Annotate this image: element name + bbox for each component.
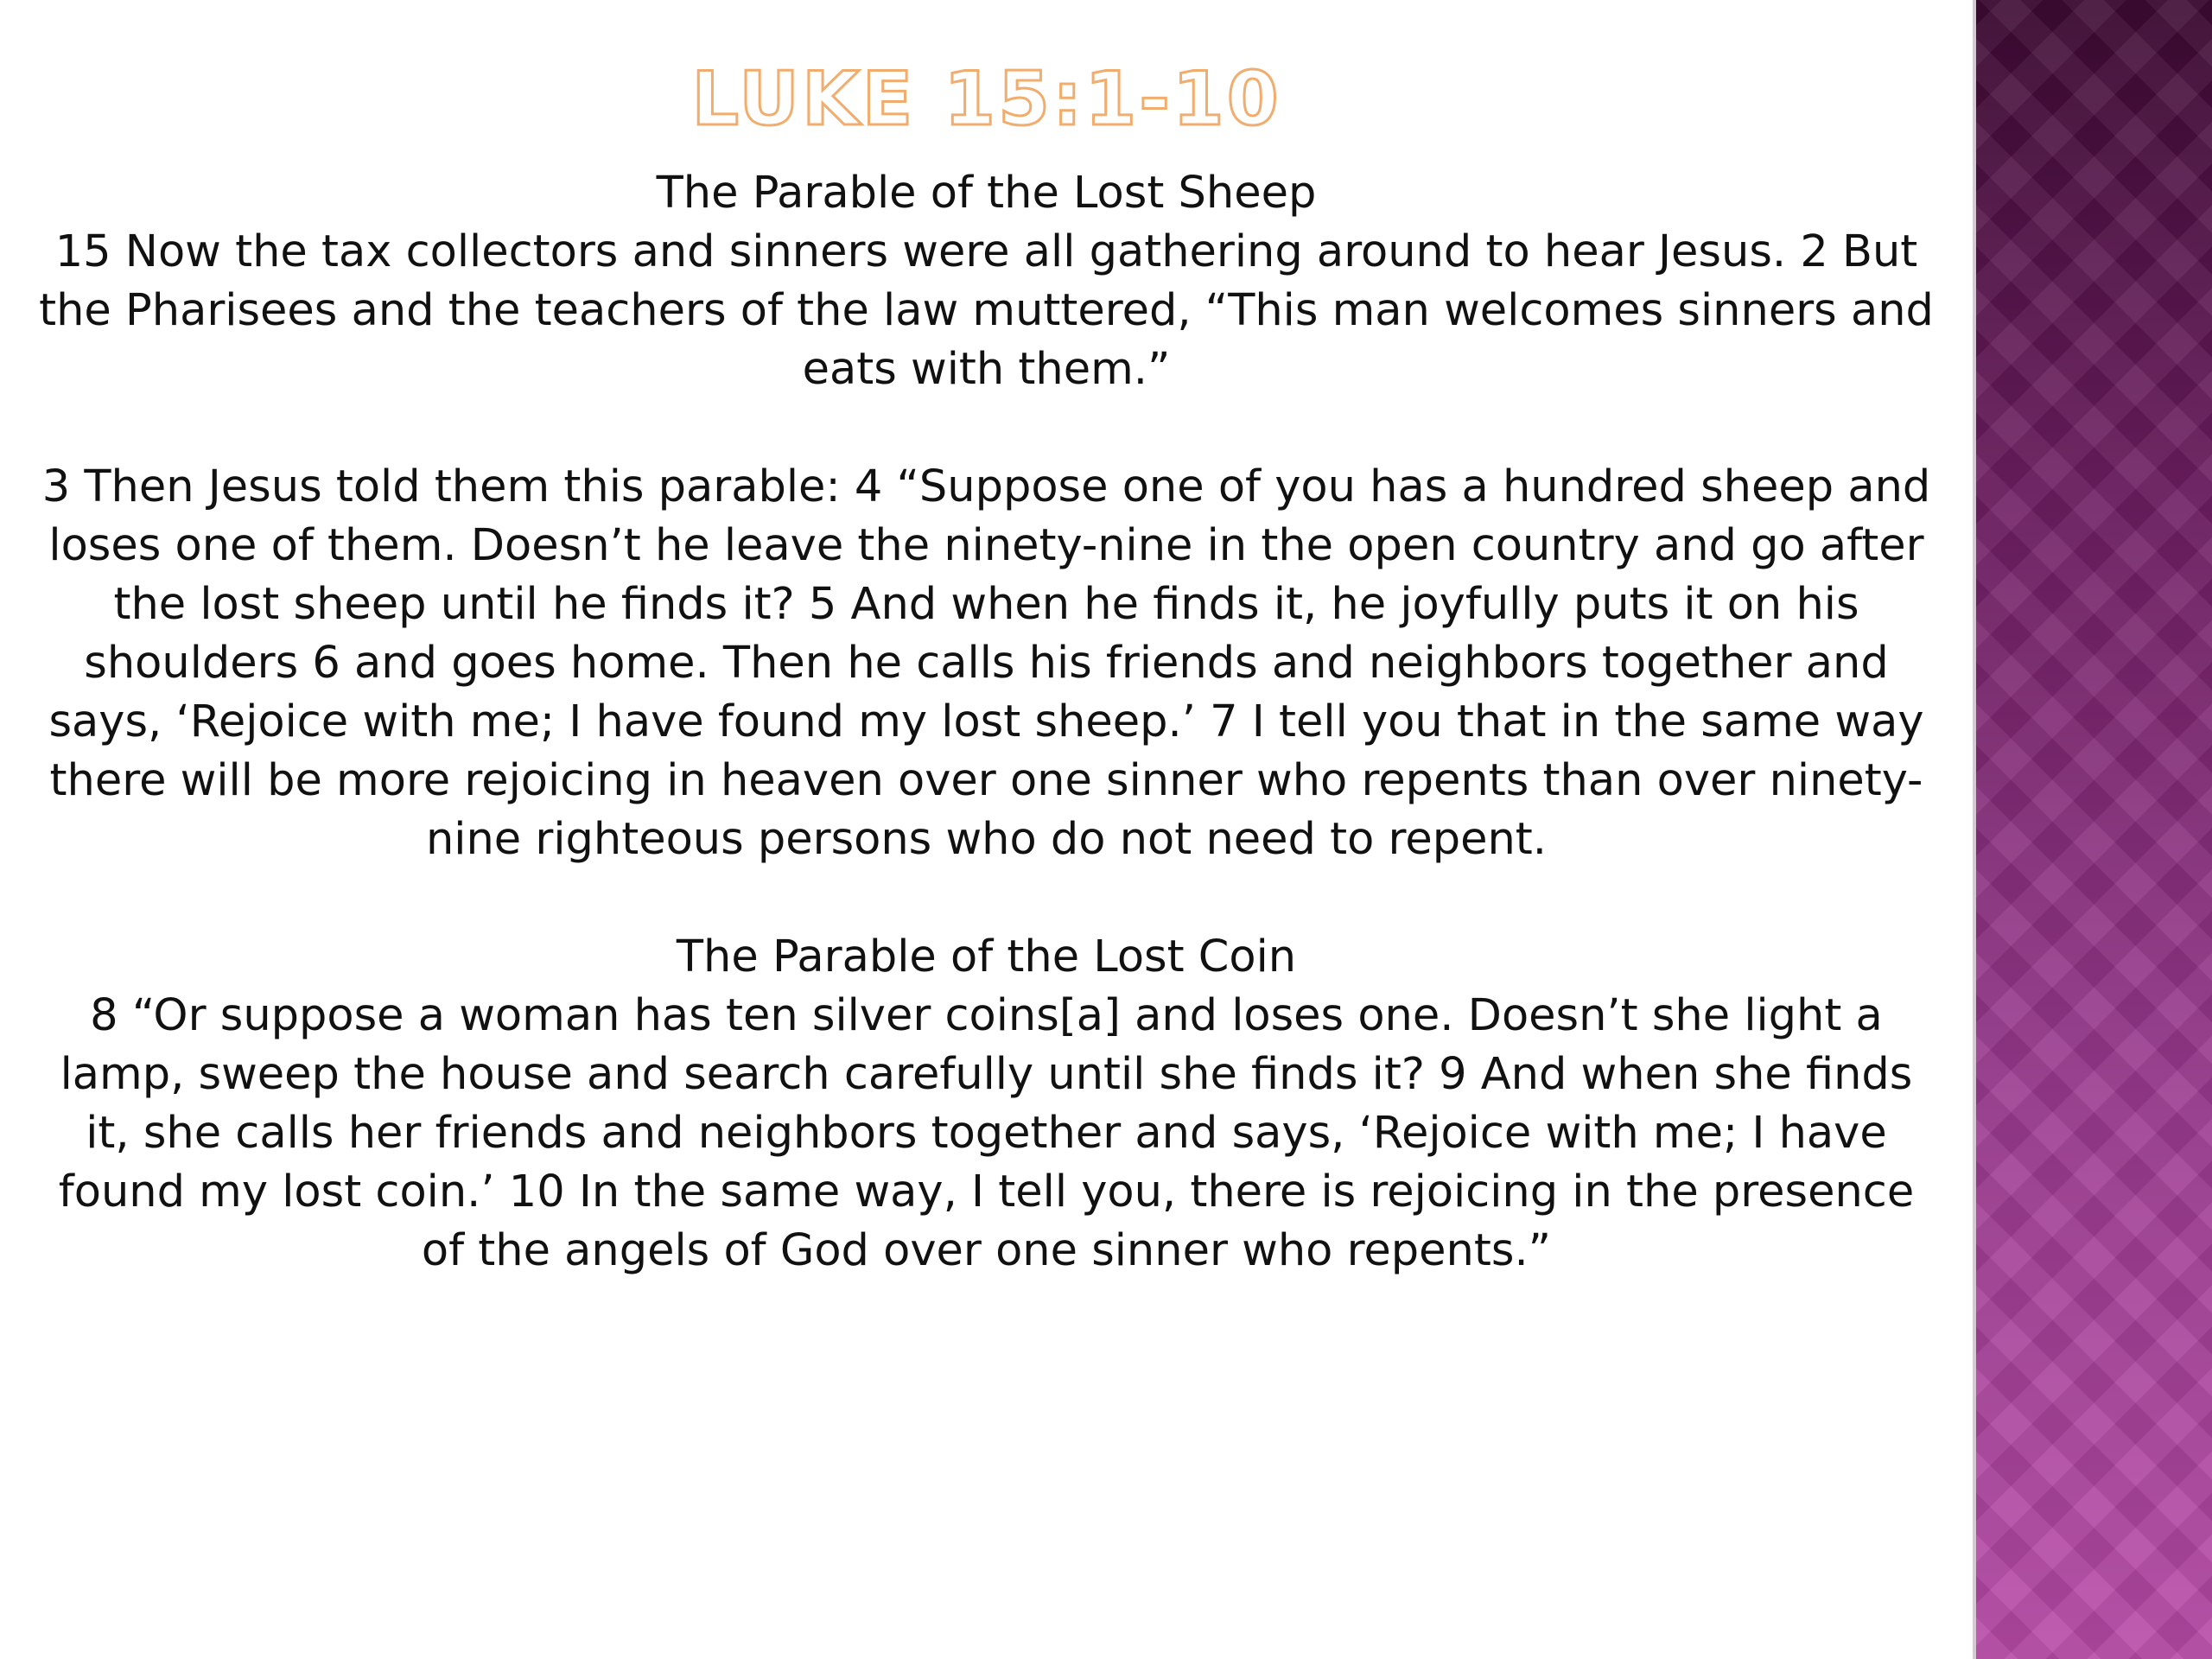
- paragraph-verses-8-10: 8 “Or suppose a woman has ten silver coins[a] and loses one. Doesn’t she light a lamp, sweep the house and search carefully until she finds it? 9 And when she finds it, she calls her friends and neighbors together and says, ‘Rejoice with me; I have found my lost coin.’ 10 In the same way, I tell you, there is rejoicing in the presence of the angels of God over one sinner who repents.”: [58, 990, 1915, 1276]
- scripture-text: [35, 164, 1938, 1281]
- paragraph-verses-1-2: 15 Now the tax collectors and sinners were all gathering around to hear Jesus. 2 But the Pharisees and the teachers of the law muttered, “This man welcomes sinners and eats with them.”: [39, 226, 1934, 395]
- decorative-sidebar: [1973, 0, 2212, 1659]
- heading-lost-sheep: The Parable of the Lost Sheep: [656, 168, 1317, 219]
- paragraph-verses-3-7: 3 Then Jesus told them this parable: 4 “Suppose one of you has a hundred sheep and loses one of them. Doesn’t he leave the ninety-nine in the open country and go after the lost sheep until he finds it? 5 And when he finds it, he joyfully puts it on his shoulders 6 and goes home. Then he calls his friends and neighbors together and says, ‘Rejoice with me; I have found my lost sheep.’ 7 I tell you that in the same way there will be more rejoicing in heaven over one sinner who repents than over ninety-nine righteous persons who do not need to repent.: [41, 461, 1931, 865]
- heading-lost-coin: The Parable of the Lost Coin: [676, 931, 1297, 982]
- paragraph-spacer: [35, 399, 1938, 458]
- slide-title: LUKE 15:1-10: [691, 56, 1281, 143]
- paragraph-spacer: [35, 869, 1938, 928]
